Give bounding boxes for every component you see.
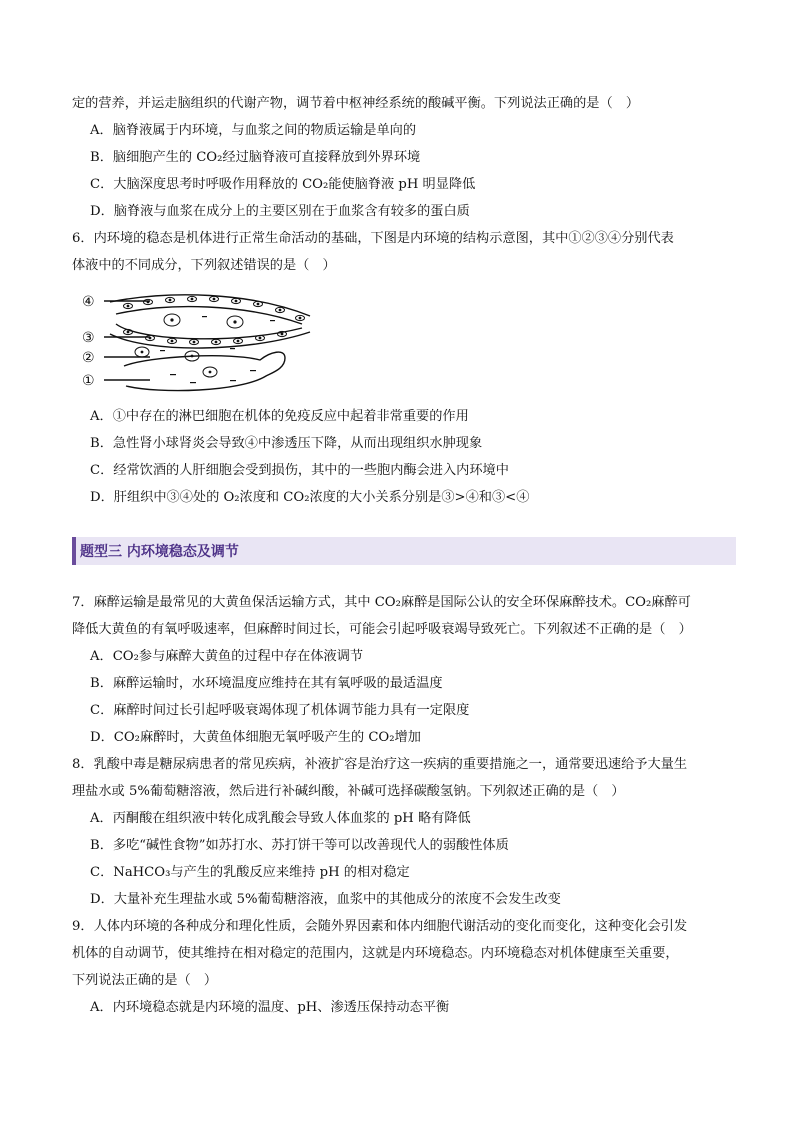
endothelial-cell-nucleus xyxy=(191,298,193,300)
q8-option-a: A．丙酮酸在组织液中转化成乳酸会导致人体血浆的 pH 略有降低 xyxy=(90,811,471,826)
diagram-label-2: ② xyxy=(82,350,95,366)
endothelial-cell-nucleus xyxy=(169,299,171,301)
q7-stem-line-2: 降低大黄鱼的有氧呼吸速率，但麻醉时间过长，可能会引起呼吸衰竭导致死亡。下列叙述不正确的是（ ） xyxy=(72,622,692,637)
endothelial-cell-nucleus xyxy=(193,341,195,343)
endothelial-cell-nucleus xyxy=(235,300,237,302)
section-header xyxy=(72,537,736,565)
q9-stem-line-1: 9．人体内环境的各种成分和理化性质，会随外界因素和体内细胞代谢活动的变化而变化，这种变化会引发 xyxy=(72,919,688,934)
q6-option-b: B．急性肾小球肾炎会导致④中渗透压下降，从而出现组织水肿现象 xyxy=(90,436,483,451)
q6-option-c: C．经常饮酒的人肝细胞会受到损伤，其中的一些胞内酶会进入内环境中 xyxy=(90,463,509,478)
q8-stem-line-1: 8．乳酸中毒是糖尿病患者的常见疾病，补液扩容是治疗这一疾病的重要措施之一，通常要迅速给予大量生 xyxy=(72,757,688,772)
q7-option-a: A．CO₂参与麻醉大黄鱼的过程中存在体液调节 xyxy=(90,649,364,664)
q6-option-a: A．①中存在的淋巴细胞在机体的免疫反应中起着非常重要的作用 xyxy=(90,409,469,424)
q5-stem: 定的营养，并运走脑组织的代谢产物，调节着中枢神经系统的酸碱平衡。下列说法正确的是（ ） xyxy=(72,96,640,111)
q5-option-d: D．脑脊液与血浆在成分上的主要区别在于血浆含有较多的蛋白质 xyxy=(90,204,470,219)
endothelial-cell-nucleus xyxy=(171,340,173,342)
endothelial-cell-nucleus xyxy=(299,317,301,319)
q9-option-a: A．内环境稳态就是内环境的温度、pH、渗透压保持动态平衡 xyxy=(90,1000,450,1015)
q8-option-b: B．多吃“碱性食物”如苏打水、苏打饼干等可以改善现代人的弱酸性体质 xyxy=(90,838,509,853)
diagram-label-1: ① xyxy=(82,373,95,389)
q5-option-b: B．脑细胞产生的 CO₂经过脑脊液可直接释放到外界环境 xyxy=(90,150,421,165)
q5-option-a: A．脑脊液属于内环境，与血浆之间的物质运输是单向的 xyxy=(90,123,417,138)
endothelial-cell-nucleus xyxy=(127,331,129,333)
q8-stem-line-2: 理盐水或 5%葡萄糖溶液，然后进行补碱纠酸，补碱可选择碳酸氢钠。下列叙述正确的是（ ） xyxy=(72,784,625,799)
q9-stem-line-2: 机体的自动调节，使其维持在相对稳定的范围内，这就是内环境稳态。内环境稳态对机体健康至关重要， xyxy=(72,946,679,961)
endothelial-cell-nucleus xyxy=(213,298,215,300)
endothelial-cell-nucleus xyxy=(257,303,259,305)
q5-option-c: C．大脑深度思考时呼吸作用释放的 CO₂能使脑脊液 pH 明显降低 xyxy=(90,177,476,192)
endothelial-cell-nucleus xyxy=(279,309,281,311)
endothelial-cell-nucleus xyxy=(147,301,149,303)
endothelial-cell-nucleus xyxy=(149,337,151,339)
diagram-label-4: ④ xyxy=(82,294,95,310)
diagram-label-3: ③ xyxy=(82,330,95,346)
q6-option-d: D．肝组织中③④处的 O₂浓度和 CO₂浓度的大小关系分别是③>④和③<④ xyxy=(90,490,530,505)
q8-option-d: D．大量补充生理盐水或 5%葡萄糖溶液，血浆中的其他成分的浓度不会发生改变 xyxy=(90,892,561,907)
q6-stem-line-2: 体液中的不同成分，下列叙述错误的是（ ） xyxy=(72,258,336,273)
endothelial-cell-nucleus xyxy=(127,305,129,307)
endothelial-cell-nucleus xyxy=(215,341,217,343)
q7-option-c: C．麻醉时间过长引起呼吸衰竭体现了机体调节能力具有一定限度 xyxy=(90,703,470,718)
blood-cell-nucleus xyxy=(233,320,236,323)
endothelial-cell-nucleus xyxy=(281,333,283,335)
q8-option-c: C．NaHCO₃与产生的乳酸反应来维持 pH 的相对稳定 xyxy=(90,865,410,880)
q7-option-d: D．CO₂麻醉时，大黄鱼体细胞无氧呼吸产生的 CO₂增加 xyxy=(90,730,421,745)
q6-stem-line-1: 6．内环境的稳态是机体进行正常生命活动的基础，下图是内环境的结构示意图，其中①②③④分别代表 xyxy=(72,231,674,246)
q7-option-b: B．麻醉运输时，水环境温度应维持在其有氧呼吸的最适温度 xyxy=(90,676,443,691)
capillary-wall-inner-top xyxy=(116,307,302,324)
capillary-wall-outer-bottom xyxy=(110,332,310,348)
section-title: 题型三 内环境稳态及调节 xyxy=(80,544,239,560)
endothelial-cell-nucleus xyxy=(259,337,261,339)
q7-stem-line-1: 7．麻醉运输是最常见的大黄鱼保活运输方式，其中 CO₂麻醉是国际公认的安全环保麻醉技术。CO₂麻醉可 xyxy=(72,595,691,610)
internal-environment-diagram xyxy=(80,290,320,398)
lymph-vessel xyxy=(124,352,285,391)
blood-cell-nucleus xyxy=(170,318,173,321)
endothelial-cell-nucleus xyxy=(237,340,239,342)
q9-stem-line-3: 下列说法正确的是（ ） xyxy=(72,973,218,988)
